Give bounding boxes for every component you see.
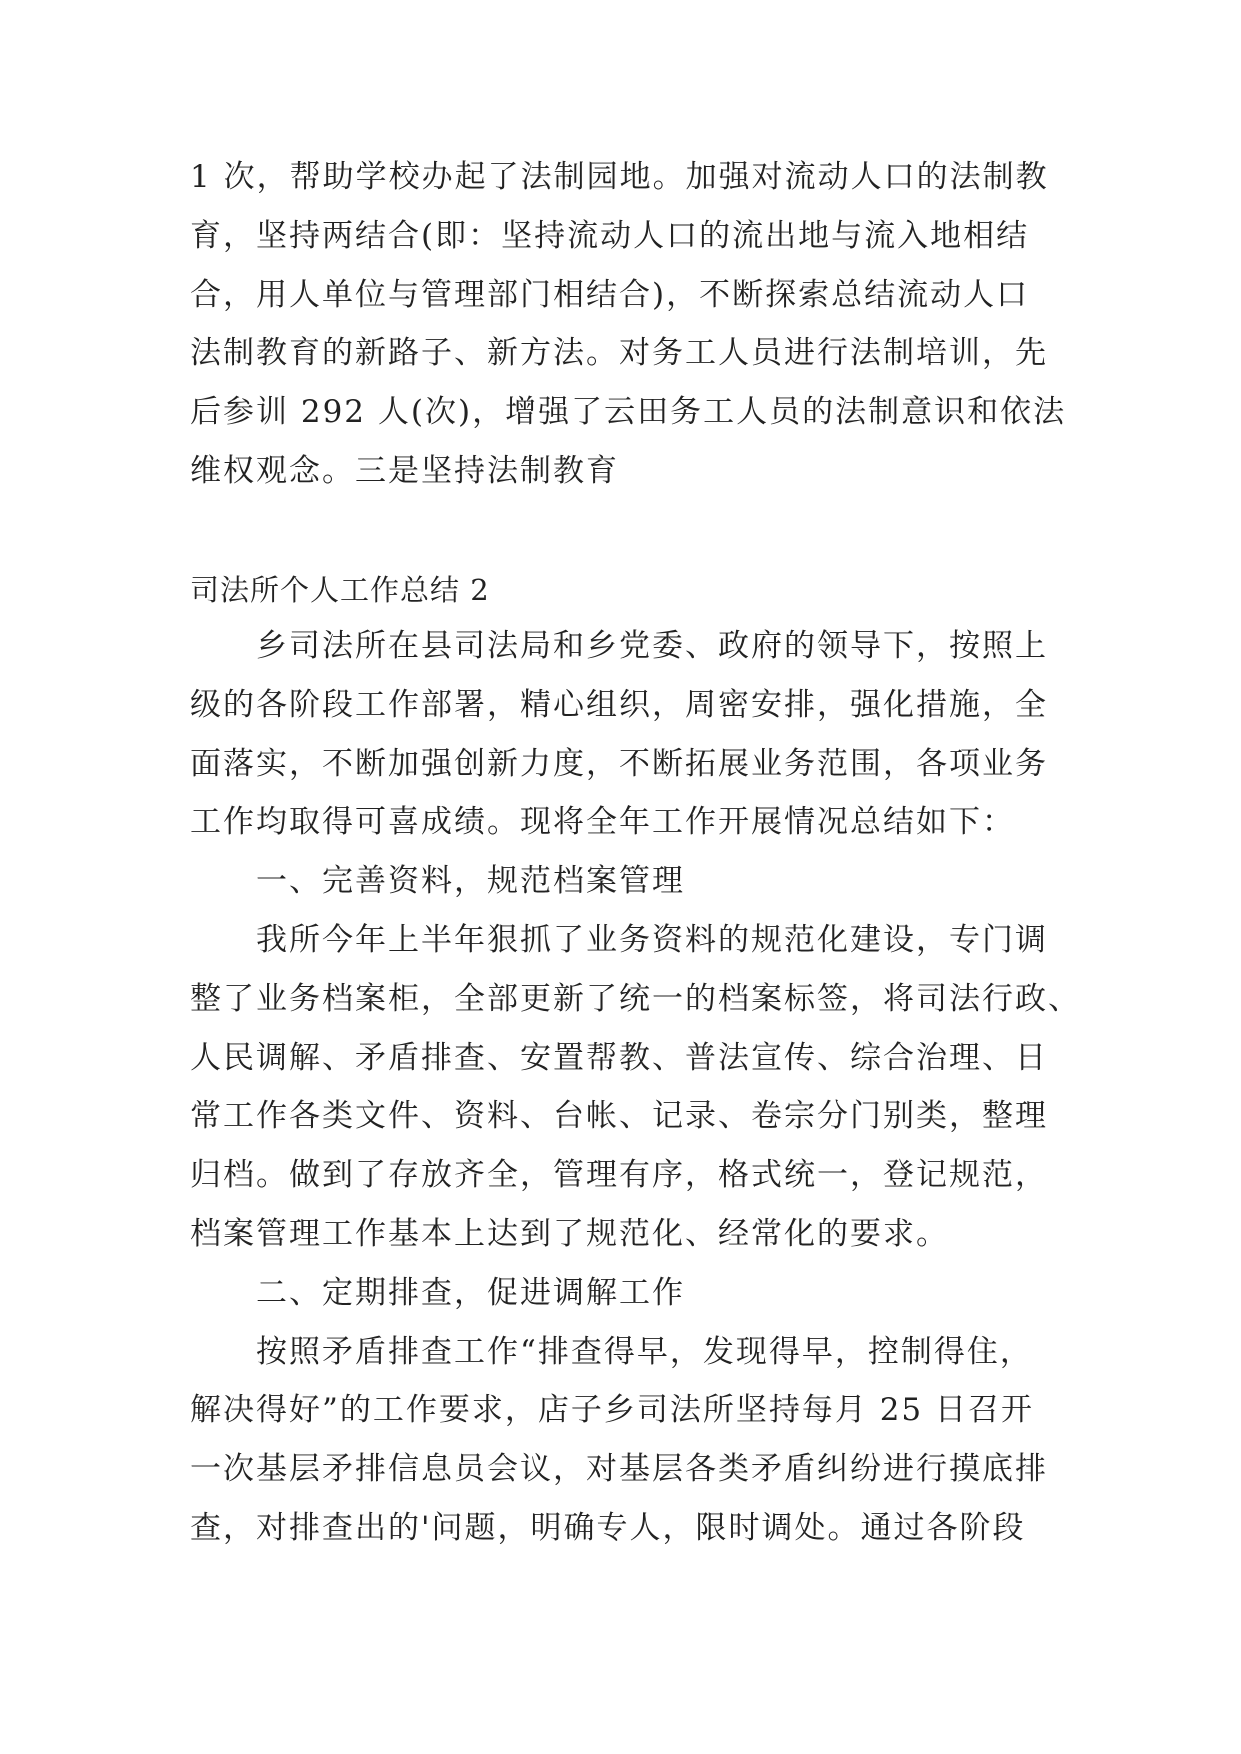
text-line: 级的各阶段工作部署，精心组织，周密安排，强化措施，全 [190,686,1048,723]
paragraph-archives-line: 我所今年上半年狠抓了业务资料的规范化建设，专门调 [256,921,1048,958]
text-line: 整了业务档案柜，全部更新了统一的档案标签，将司法行政、 [190,980,1081,1017]
text-line: 归档。做到了存放齐全，管理有序，格式统一，登记规范， [190,1157,1048,1194]
text-line: 维权观念。三是坚持法制教育 [190,452,619,489]
summary-body [190,617,1081,1558]
paragraph-continuation [190,148,1067,501]
section-title: 司法所个人工作总结 2 [190,573,490,607]
text-line: 人民调解、矛盾排查、安置帮教、普法宣传、综合治理、日 [190,1039,1048,1076]
text-line: 查，对排查出的'问题，明确专人，限时调处。通过各阶段 [190,1509,1026,1546]
text-line: 常工作各类文件、资料、台帐、记录、卷宗分门别类，整理 [190,1098,1048,1135]
subheading-archives: 一、完善资料，规范档案管理 [256,863,685,900]
text-line: 合，用人单位与管理部门相结合)，不断探索总结流动人口 [190,276,1030,313]
text-line: 1 次，帮助学校办起了法制园地。加强对流动人口的法制教 [190,159,1049,195]
paragraph-intro-line: 乡司法所在县司法局和乡党委、政府的领导下，按照上 [256,628,1048,664]
paragraph-investigation-line: 按照矛盾排查工作“排查得早，发现得早，控制得住， [256,1333,1033,1370]
text-line: 后参训 292 人(次)，增强了云田务工人员的法制意识和依法 [190,394,1067,431]
text-line: 育，坚持两结合(即：坚持流动人口的流出地与流入地相结 [190,217,1030,254]
subheading-investigation: 二、定期排查，促进调解工作 [256,1274,685,1311]
text-line: 档案管理工作基本上达到了规范化、经常化的要求。 [190,1215,949,1252]
text-line: 面落实，不断加强创新力度，不断拓展业务范围，各项业务 [190,745,1048,782]
text-line: 法制教育的新路子、新方法。对务工人员进行法制培训，先 [190,335,1048,372]
text-line: 工作均取得可喜成绩。现将全年工作开展情况总结如下： [190,804,1015,841]
text-line: 解决得好”的工作要求，店子乡司法所坚持每月 25 日召开 [190,1392,1034,1429]
text-line: 一次基层矛排信息员会议，对基层各类矛盾纠纷进行摸底排 [190,1451,1048,1488]
